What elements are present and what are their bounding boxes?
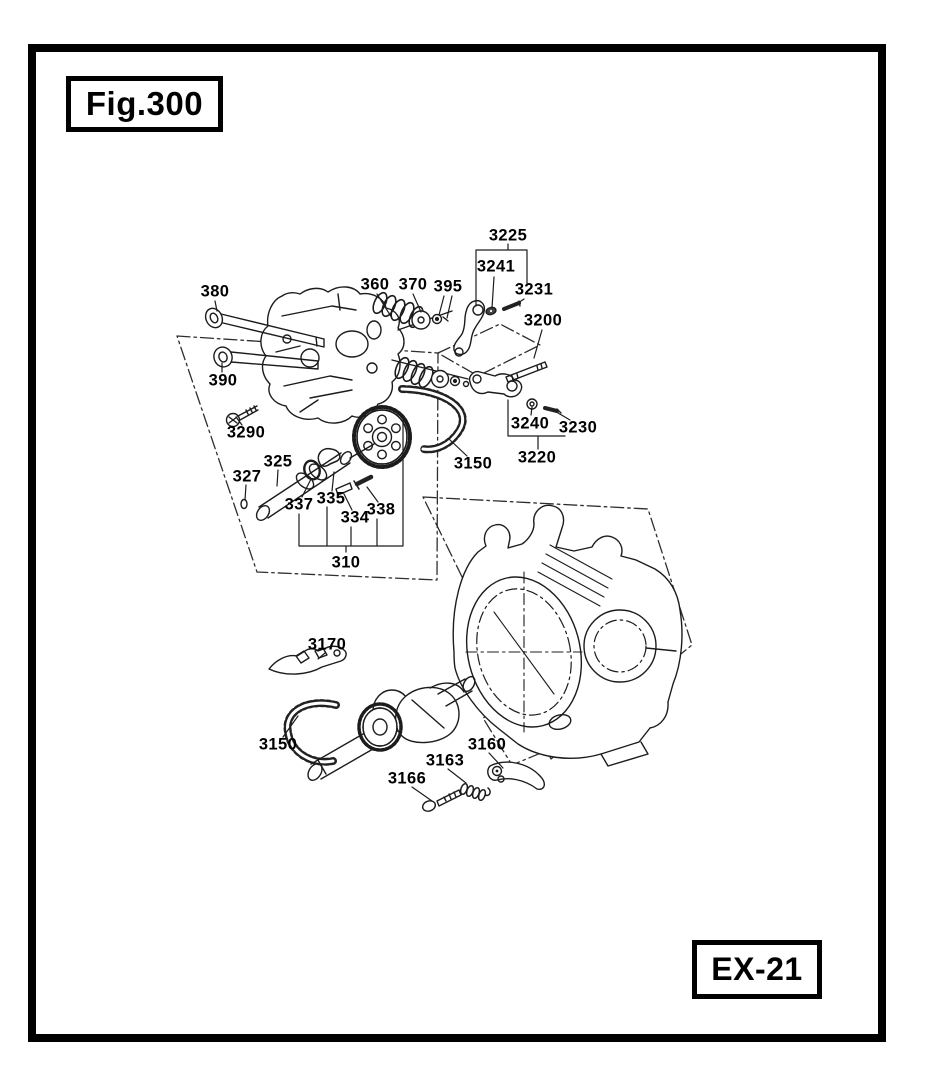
part-label-3240: 3240 — [510, 414, 550, 433]
part-label-3225: 3225 — [488, 226, 528, 245]
part-label-3231: 3231 — [514, 280, 554, 299]
part-label-310: 310 — [331, 553, 361, 572]
part-label-3163: 3163 — [425, 751, 465, 770]
figure-number-box — [66, 76, 223, 132]
part-label-335: 335 — [316, 489, 346, 508]
figure-number: Fig.300 — [85, 85, 204, 122]
part-label-3166: 3166 — [387, 769, 427, 788]
part-label-3160: 3160 — [467, 735, 507, 754]
part-label-337: 337 — [284, 495, 314, 514]
part-label-395: 395 — [433, 277, 463, 296]
part-label-3150: 3150 — [453, 454, 493, 473]
part-label-3230: 3230 — [558, 418, 598, 437]
part-label-360: 360 — [360, 275, 390, 294]
part-label-3220: 3220 — [517, 448, 557, 467]
part-label-325: 325 — [263, 452, 293, 471]
part-label-334: 334 — [340, 508, 370, 527]
part-label-380: 380 — [200, 282, 230, 301]
page-code-box — [692, 940, 822, 999]
part-label-327: 327 — [232, 467, 262, 486]
part-label-3170: 3170 — [307, 635, 347, 654]
part-label-3200: 3200 — [523, 311, 563, 330]
part-label-370: 370 — [398, 275, 428, 294]
part-label-3241: 3241 — [476, 257, 516, 276]
page-code: EX-21 — [711, 951, 803, 987]
part-label-390: 390 — [208, 371, 238, 390]
part-label-3290: 3290 — [226, 423, 266, 442]
part-label-3150: 3150 — [258, 735, 298, 754]
part-label-338: 338 — [366, 500, 396, 519]
